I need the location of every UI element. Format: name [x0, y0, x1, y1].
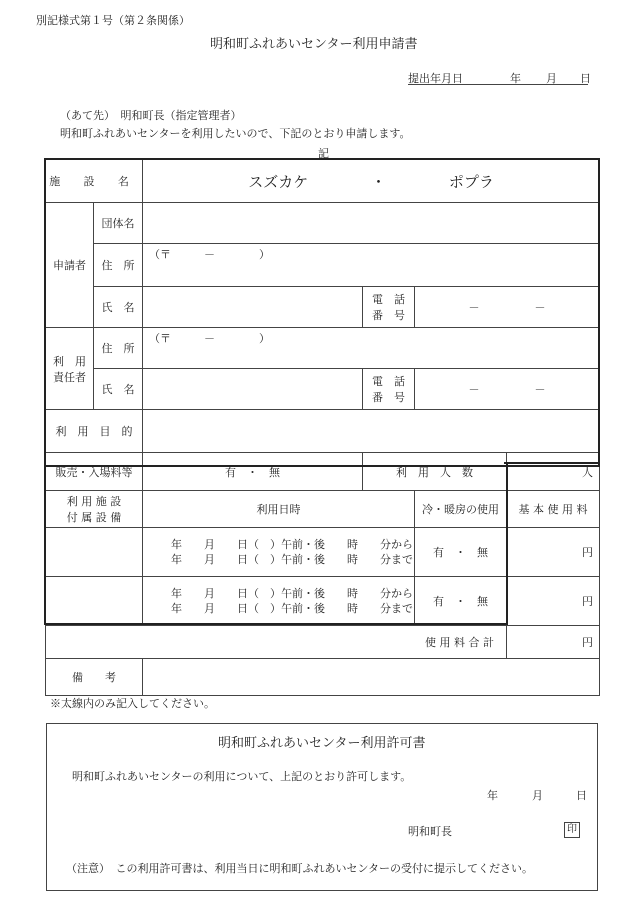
form-number: 別記様式第１号（第２条関係） [36, 14, 190, 27]
fill-note: ※太線内のみ記入してください。 [50, 697, 215, 710]
phone-label: 電 話 番 号 [363, 287, 415, 328]
basic-fee-field-2[interactable]: 円 [507, 577, 600, 626]
facility-equipment-field-1[interactable] [46, 528, 143, 577]
total-fee-field[interactable]: 円 [507, 626, 600, 659]
group-name-field[interactable] [143, 203, 600, 244]
sales-fee-yes-no[interactable]: 有 ・ 無 [143, 453, 363, 491]
facility-dot: ・ [371, 172, 387, 191]
permit-mayor: 明和町長 [408, 825, 452, 838]
name-field[interactable] [143, 287, 363, 328]
usage-datetime-label: 利用日時 [143, 491, 415, 528]
facility-option-2[interactable]: ポプラ [448, 172, 494, 191]
user-count-label: 利 用 人 数 [363, 453, 507, 491]
purpose-field[interactable] [143, 410, 600, 453]
user-count-field[interactable]: 人 [507, 453, 600, 491]
basic-fee-field-1[interactable]: 円 [507, 528, 600, 577]
permit-text: 明和町ふれあいセンターの利用について、上記のとおり許可します。 [72, 770, 412, 783]
usage-datetime-2[interactable]: 年 月 日（ ）午前・後 時 分から 年 月 日（ ）午前・後 時 分まで [143, 577, 415, 626]
responsible-phone-field[interactable]: － － [415, 369, 600, 410]
facility-options [143, 160, 600, 203]
total-fee-label: 使 用 料 合 計 [46, 626, 507, 659]
applicant-label: 申請者 [46, 203, 94, 328]
responsible-label: 利 用 責任者 [46, 328, 94, 410]
ac-heat-label: 冷・暖房の使用 [415, 491, 507, 528]
responsible-name-label: 氏 名 [94, 369, 143, 410]
thick-outline-join [504, 462, 598, 464]
phone-field[interactable]: － － [415, 287, 600, 328]
submission-month: 月 [546, 72, 557, 85]
sales-fee-label: 販売・入場料等 [46, 453, 143, 491]
address-field[interactable] [143, 244, 600, 287]
responsible-phone-label: 電 話 番 号 [363, 369, 415, 410]
permit-caution: （注意） この利用許可書は、利用当日に明和町ふれあいセンターの受付に提示してください。 [66, 862, 534, 875]
purpose-label: 利 用 目 的 [46, 410, 143, 453]
facility-option-1[interactable]: スズカケ [248, 172, 309, 191]
facility-label: 施 設 名 [46, 160, 143, 203]
submission-year: 年 [510, 72, 521, 85]
group-name-label: 団体名 [94, 203, 143, 244]
submission-date [408, 70, 591, 85]
submission-date-label: 提出年月日 [408, 72, 463, 85]
name-label: 氏 名 [94, 287, 143, 328]
application-table [45, 159, 600, 696]
usage-datetime-1[interactable]: 年 月 日（ ）午前・後 時 分から 年 月 日（ ）午前・後 時 分まで [143, 528, 415, 577]
request-text: 明和町ふれあいセンターを利用したいので、下記のとおり申請します。 [60, 127, 411, 140]
ac-heat-yes-no-2[interactable]: 有 ・ 無 [415, 577, 507, 626]
permit-title: 明和町ふれあいセンター利用許可書 [218, 736, 426, 751]
remarks-label: 備 考 [46, 659, 143, 696]
responsible-address-field[interactable] [143, 328, 600, 369]
submission-day: 日 [580, 72, 591, 85]
remarks-field[interactable] [143, 659, 600, 696]
responsible-address-label: 住 所 [94, 328, 143, 369]
responsible-postal-code: （〒 － ） [149, 332, 270, 345]
permit-month: 月 [532, 789, 543, 802]
address-label: 住 所 [94, 244, 143, 287]
ac-heat-yes-no-1[interactable]: 有 ・ 無 [415, 528, 507, 577]
addressee: （あて先） 明和町長（指定管理者） [60, 109, 242, 122]
permit-day: 日 [576, 789, 587, 802]
ki-label: 記 [318, 147, 329, 160]
facility-equipment-field-2[interactable] [46, 577, 143, 626]
facility-equipment-label: 利 用 施 設 付 属 設 備 [46, 491, 143, 528]
basic-fee-label: 基 本 使 用 料 [507, 491, 600, 528]
responsible-name-field[interactable] [143, 369, 363, 410]
seal-mark: 印 [564, 822, 580, 838]
postal-code: （〒 － ） [149, 248, 270, 261]
page-title: 明和町ふれあいセンター利用申請書 [210, 37, 418, 52]
permit-year: 年 [487, 789, 498, 802]
